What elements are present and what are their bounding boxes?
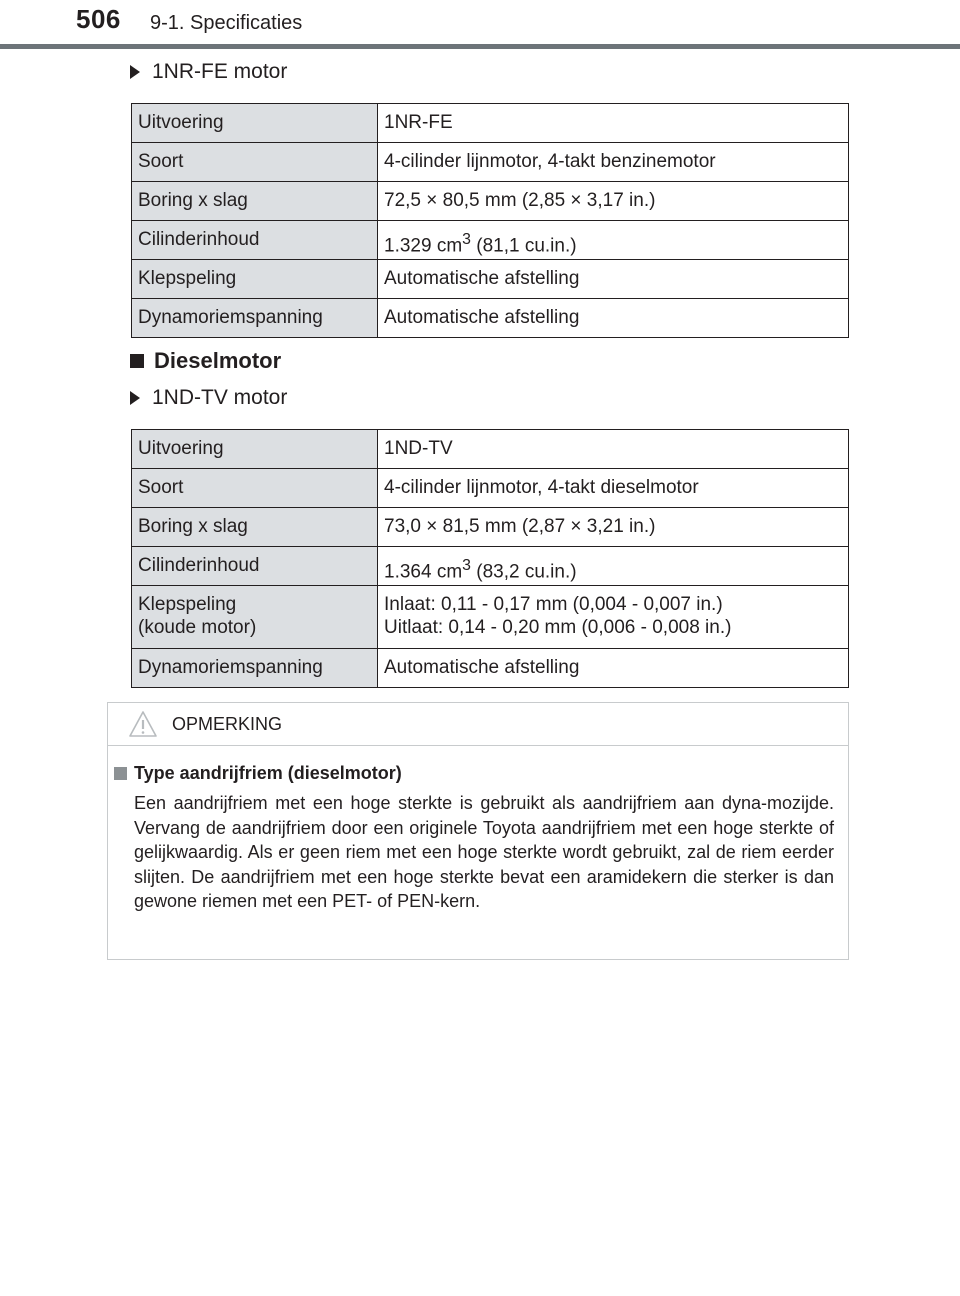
triangle-bullet-icon — [130, 65, 140, 79]
row-value: 1ND-TV — [378, 430, 849, 469]
row-value — [378, 586, 849, 649]
table-row — [132, 299, 849, 338]
row-label: Dynamoriemspanning — [132, 299, 378, 338]
row-label: Soort — [132, 469, 378, 508]
table-row — [132, 469, 849, 508]
row-value: 72,5 × 80,5 mm (2,85 × 3,17 in.) — [378, 182, 849, 221]
row-value-line: Inlaat: 0,11 - 0,17 mm (0,004 - 0,007 in.) — [384, 594, 723, 615]
row-label: Dynamoriemspanning — [132, 649, 378, 688]
table-row — [132, 221, 849, 260]
row-value — [378, 221, 849, 260]
row-value: 73,0 × 81,5 mm (2,87 × 3,21 in.) — [378, 508, 849, 547]
value-main: 1.364 cm — [384, 561, 463, 583]
engine2-spec-table — [131, 429, 849, 688]
value-superscript: 3 — [462, 557, 471, 574]
table-row — [132, 649, 849, 688]
value-suffix: (81,1 cu.in.) — [470, 235, 577, 257]
row-value: Automatische afstelling — [378, 299, 849, 338]
engine1-heading-text: 1NR-FE motor — [152, 60, 288, 83]
row-value: 1NR-FE — [378, 104, 849, 143]
row-label: Uitvoering — [132, 104, 378, 143]
table-row — [132, 143, 849, 182]
row-label-line: (koude motor) — [138, 617, 257, 638]
value-superscript: 3 — [462, 231, 471, 248]
table-row — [132, 430, 849, 469]
value-suffix: (83,2 cu.in.) — [470, 561, 577, 583]
row-label: Cilinderinhoud — [132, 221, 378, 260]
row-value: Automatische afstelling — [378, 649, 849, 688]
table-row — [132, 508, 849, 547]
note-title: OPMERKING — [172, 714, 283, 734]
engine1-heading — [130, 60, 287, 84]
note-box — [107, 702, 849, 960]
table-row — [132, 104, 849, 143]
diesel-heading-text: Dieselmotor — [154, 348, 282, 373]
triangle-bullet-icon — [130, 391, 140, 405]
row-label: Uitvoering — [132, 430, 378, 469]
note-paragraph: Een aandrijfriem met een hoge sterkte is gebruikt als aandrijfriem aan dyna-mozijde. Vervang de aandrijfriem door een originele Toyota aandrijfriem met een hoge sterkte of gelijkwaardig. Als er geen riem met een hoge sterkte wordt gebruikt, zal de riem eerder slijten. De aandrijfriem met een hoge sterkte bevat een aramidekern die sterker is dan gewone riemen met een PET- of PEN-kern. — [134, 793, 834, 911]
engine2-heading-text: 1ND-TV motor — [152, 386, 288, 409]
row-label: Boring x slag — [132, 182, 378, 221]
row-label: Soort — [132, 143, 378, 182]
table-row — [132, 586, 849, 649]
row-label: Boring x slag — [132, 508, 378, 547]
page-header — [0, 0, 960, 50]
engine1-spec-table — [131, 103, 849, 338]
row-label — [132, 586, 378, 649]
row-value: 4-cilinder lijnmotor, 4-takt dieselmotor — [378, 469, 849, 508]
row-label: Cilinderinhoud — [132, 547, 378, 586]
row-value: 4-cilinder lijnmotor, 4-takt benzinemotor — [378, 143, 849, 182]
row-label: Klepspeling — [132, 260, 378, 299]
table-row — [132, 182, 849, 221]
page-number: 506 — [76, 4, 121, 34]
note-header — [108, 703, 848, 746]
square-bullet-icon — [114, 767, 127, 780]
engine2-heading — [130, 386, 287, 410]
row-value-line: Uitlaat: 0,14 - 0,20 mm (0,006 - 0,008 in.) — [384, 617, 732, 638]
section-title: 9-1. Specificaties — [150, 12, 303, 34]
diesel-heading — [130, 348, 281, 374]
row-value: Automatische afstelling — [378, 260, 849, 299]
warning-icon — [128, 709, 158, 739]
row-label-line: Klepspeling — [138, 594, 237, 615]
value-main: 1.329 cm — [384, 235, 463, 257]
table-row — [132, 260, 849, 299]
table-row — [132, 547, 849, 586]
square-bullet-icon — [130, 354, 144, 368]
note-subheading-text: Type aandrijfriem (dieselmotor) — [134, 763, 402, 783]
row-value — [378, 547, 849, 586]
header-rule — [0, 44, 960, 49]
note-subheading — [114, 763, 402, 784]
